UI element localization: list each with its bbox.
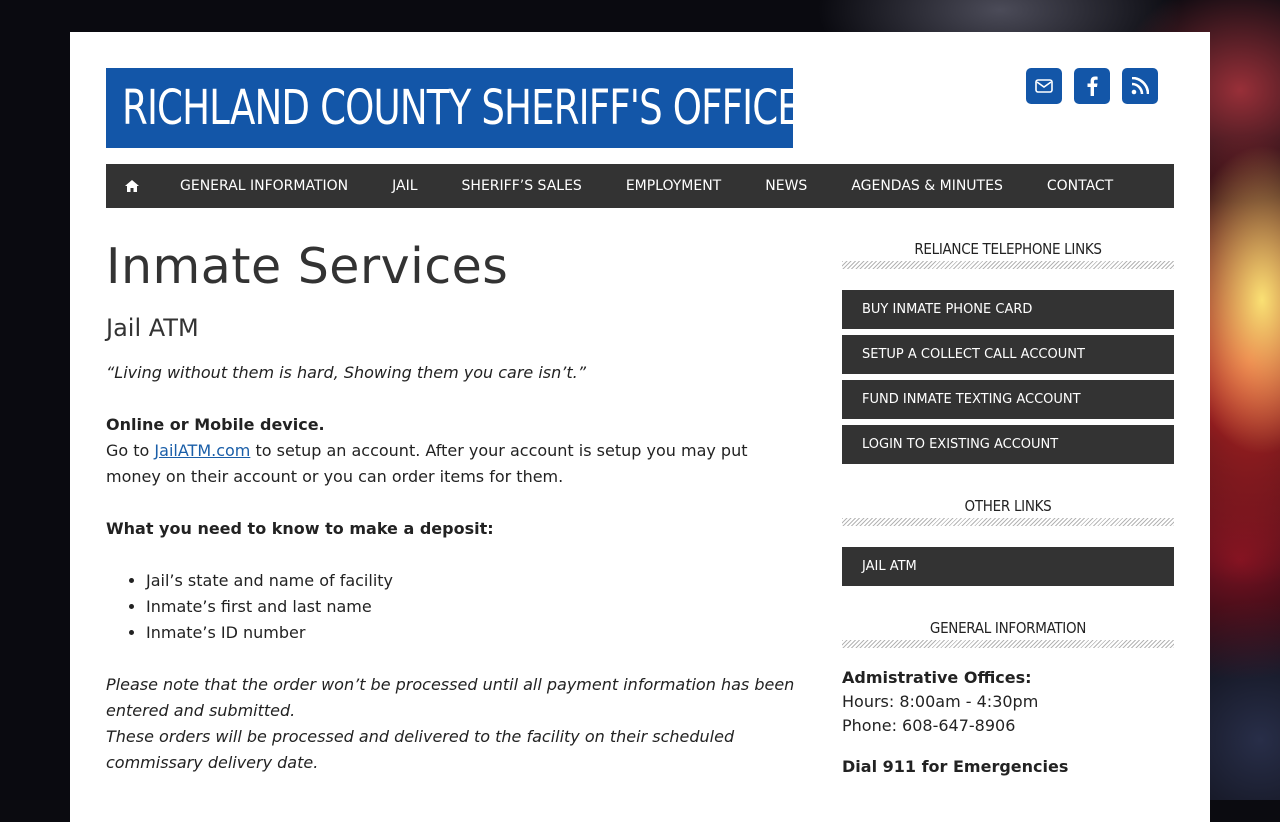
office-hours: Hours: 8:00am - 4:30pm — [842, 692, 1039, 711]
online-paragraph — [106, 438, 806, 490]
sidebar — [842, 237, 1174, 779]
site-title: RICHLAND COUNTY SHERIFF'S OFFICE — [122, 80, 800, 136]
quote-text: “Living without them is hard, Showing them you care isn’t.” — [106, 363, 587, 382]
home-icon[interactable] — [106, 164, 158, 208]
online-text-post: to setup an account. After your account is setup you may put money on their account or you can order items for them. — [106, 441, 748, 486]
facebook-icon[interactable] — [1074, 68, 1110, 104]
login-account-button[interactable]: LOGIN TO EXISTING ACCOUNT — [842, 425, 1174, 464]
nav-agendas-minutes[interactable]: AGENDAS & MINUTES — [851, 178, 1003, 194]
processing-note: Please note that the order won’t be processed until all payment information has been entered and submitted. — [106, 675, 795, 720]
emergency-text: Dial 911 for Emergencies — [842, 757, 1069, 776]
social-links — [1026, 68, 1158, 104]
main-navigation — [106, 164, 1174, 208]
collect-call-account-button[interactable]: SETUP A COLLECT CALL ACCOUNT — [842, 335, 1174, 374]
main-content — [106, 237, 806, 776]
other-links-title: OTHER LINKS — [842, 496, 1174, 526]
deposit-heading: What you need to know to make a deposit: — [106, 519, 494, 538]
office-phone: Phone: 608-647-8906 — [842, 716, 1016, 735]
list-item: • Jail’s state and name of facility — [146, 568, 806, 594]
nav-news[interactable]: NEWS — [765, 178, 808, 194]
section-heading: Jail ATM — [106, 314, 199, 342]
site-logo[interactable] — [106, 68, 800, 148]
general-info — [842, 666, 1174, 779]
nav-contact[interactable]: CONTACT — [1046, 178, 1114, 194]
rss-icon[interactable] — [1122, 68, 1158, 104]
nav-employment[interactable]: EMPLOYMENT — [625, 178, 722, 194]
reliance-links-title: RELIANCE TELEPHONE LINKS — [842, 239, 1174, 269]
jail-atm-button[interactable]: JAIL ATM — [842, 547, 1174, 586]
buy-phone-card-button[interactable]: BUY INMATE PHONE CARD — [842, 290, 1174, 329]
nav-jail[interactable]: JAIL — [392, 178, 418, 194]
list-item: • Inmate’s first and last name — [146, 594, 806, 620]
email-icon[interactable] — [1026, 68, 1062, 104]
online-text-pre: Go to — [106, 441, 155, 460]
admin-heading: Admistrative Offices: — [842, 668, 1032, 687]
fund-texting-account-button[interactable]: FUND INMATE TEXTING ACCOUNT — [842, 380, 1174, 419]
list-item: • Inmate’s ID number — [146, 620, 806, 646]
page-title: Inmate Services — [106, 238, 509, 295]
page-container — [70, 32, 1210, 822]
general-info-title: GENERAL INFORMATION — [842, 618, 1174, 648]
nav-general-information[interactable]: GENERAL INFORMATION — [180, 178, 349, 194]
jailatm-link[interactable]: JailATM.com — [154, 441, 251, 460]
nav-sheriffs-sales[interactable]: SHERIFF’S SALES — [461, 178, 582, 194]
online-heading: Online or Mobile device. — [106, 415, 325, 434]
delivery-note: These orders will be processed and delivered to the facility on their scheduled commissary delivery date. — [106, 727, 735, 772]
deposit-list — [106, 568, 806, 646]
